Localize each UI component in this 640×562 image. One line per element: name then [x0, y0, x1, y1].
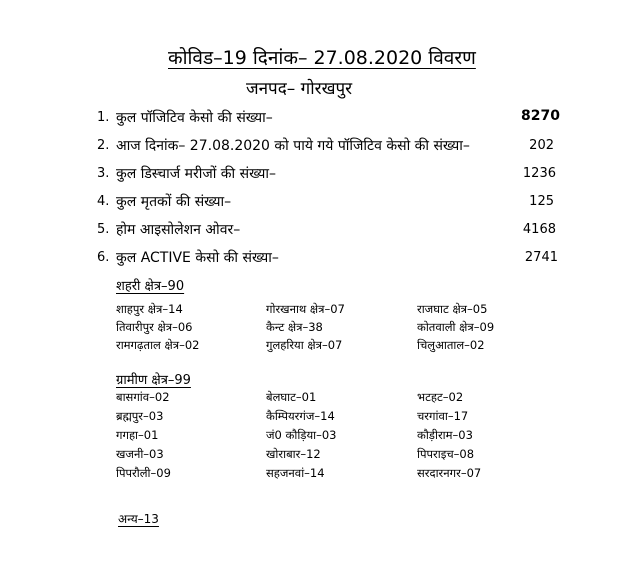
rural-area-item: जं0 कौड़िया–03 [266, 428, 337, 442]
district-subtitle: जनपद– गोरखपुर [246, 79, 353, 99]
rural-area-item: चरगांवा–17 [417, 409, 469, 423]
stat-label-home-isolation: होम आइसोलेशन ओवर– [116, 222, 241, 238]
urban-area-item: शाहपुर क्षेत्र–14 [116, 302, 183, 316]
urban-area-item: कोतवाली क्षेत्र–09 [417, 320, 495, 334]
rural-area-item: बेलघाट–01 [266, 390, 317, 404]
stat-number: 2. [97, 138, 110, 153]
page-title: कोविड–19 दिनांक– 27.08.2020 विवरण [168, 47, 476, 69]
urban-section-heading: शहरी क्षेत्र–90 [116, 279, 185, 294]
rural-area-item: कैम्पियरगंज–14 [266, 409, 335, 423]
stat-number: 6. [97, 250, 110, 265]
stat-label-discharged: कुल डिस्चार्ज मरीजों की संख्या– [116, 166, 277, 182]
stat-label-deaths: कुल मृतकों की संख्या– [116, 194, 232, 210]
stat-value-active: 2741 [524, 250, 558, 265]
rural-area-item: गगहा–01 [116, 428, 159, 442]
rural-area-item: बासगांव–02 [116, 390, 170, 404]
rural-area-item: खोराबार–12 [266, 447, 321, 461]
rural-section-heading: ग्रामीण क्षेत्र–99 [116, 373, 191, 388]
rural-area-item: सहजनवां–14 [266, 466, 325, 480]
stat-value-today-positive: 202 [529, 138, 554, 153]
rural-area-item: कौड़ीराम–03 [417, 428, 473, 442]
rural-area-item: ब्रह्मपुर–03 [116, 409, 164, 423]
stat-label-active: कुल ACTIVE केसो की संख्या– [116, 250, 279, 266]
stat-number: 1. [97, 110, 110, 125]
urban-area-item: गोरखनाथ क्षेत्र–07 [266, 302, 345, 316]
urban-area-item: कैन्ट क्षेत्र–38 [266, 320, 323, 334]
rural-area-item: भटहट–02 [417, 390, 464, 404]
urban-area-item: गुलहरिया क्षेत्र–07 [266, 338, 343, 352]
stat-value-discharged: 1236 [522, 166, 556, 181]
rural-area-item: पिपरौली–09 [116, 466, 171, 480]
stat-value-deaths: 125 [529, 194, 554, 209]
other-section: अन्य–13 [118, 512, 159, 526]
stat-label-today-positive: आज दिनांक– 27.08.2020 को पाये गये पॉजिटिव केसो की संख्या– [116, 138, 470, 154]
stat-label-total-positive: कुल पॉजिटिव केसो की संख्या– [116, 110, 273, 126]
urban-area-item: राजघाट क्षेत्र–05 [417, 302, 488, 316]
stat-number: 5. [97, 222, 110, 237]
urban-area-item: रामगढ़ताल क्षेत्र–02 [116, 338, 200, 352]
stat-value-total-positive: 8270 [521, 108, 560, 124]
rural-area-item: पिपराइच–08 [417, 447, 475, 461]
stat-value-home-isolation: 4168 [522, 222, 556, 237]
urban-area-item: तिवारीपुर क्षेत्र–06 [116, 320, 193, 334]
stat-number: 3. [97, 166, 110, 181]
stat-number: 4. [97, 194, 110, 209]
rural-area-item: सरदारनगर–07 [417, 466, 482, 480]
urban-area-item: चिलुआताल–02 [417, 338, 485, 352]
rural-area-item: खजनी–03 [116, 447, 164, 461]
